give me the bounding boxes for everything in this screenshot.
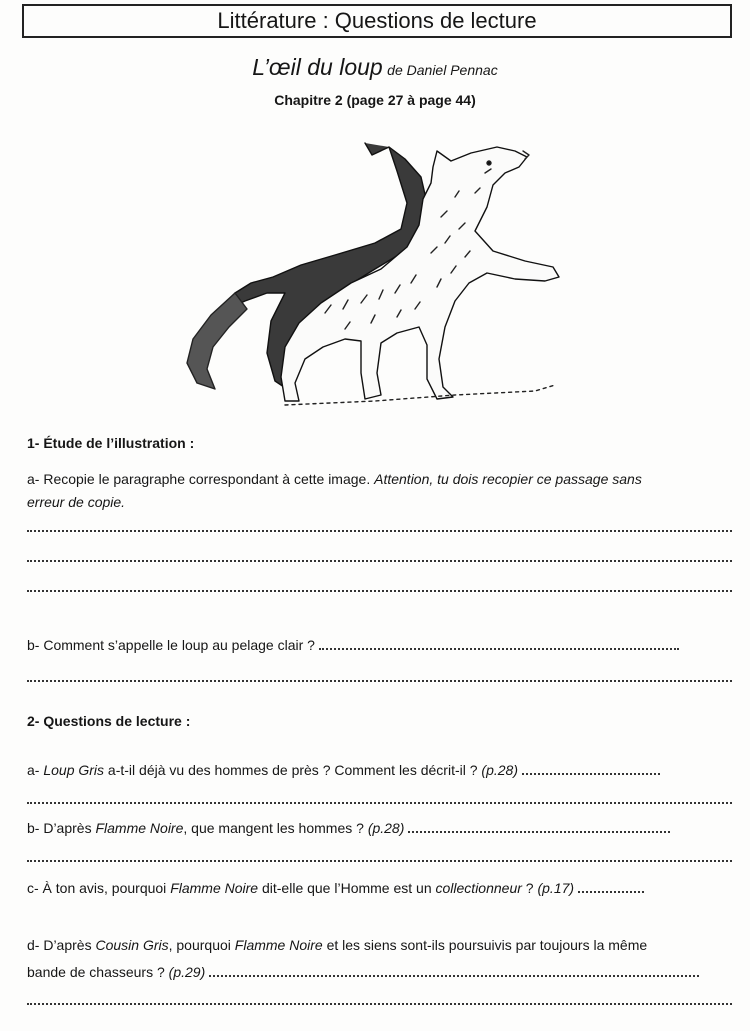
question-text: a-t-il déjà vu des hommes de près ? Comment les décrit-il ? bbox=[104, 762, 482, 778]
page-title: Littérature : Questions de lecture bbox=[217, 8, 537, 33]
page-reference: (p.28) bbox=[367, 820, 405, 836]
ground-line bbox=[285, 385, 555, 405]
character-name: Loup Gris bbox=[43, 762, 105, 778]
section2-question-d bbox=[27, 937, 647, 953]
question-text: et les siens sont-ils poursuivis par toujours la même bbox=[322, 937, 648, 953]
question-prefix: a- bbox=[27, 762, 44, 778]
character-name: Flamme Noire bbox=[234, 937, 323, 953]
page-reference: (p.28) bbox=[481, 762, 518, 778]
answer-line[interactable] bbox=[27, 860, 732, 862]
question-italic: Attention, tu dois recopier ce passage sans bbox=[374, 471, 642, 487]
section1-question-b bbox=[27, 637, 679, 653]
character-name: Flamme Noire bbox=[170, 880, 259, 896]
question-prefix: b- D’après bbox=[27, 820, 96, 836]
answer-line[interactable] bbox=[27, 530, 732, 532]
answer-line[interactable] bbox=[27, 680, 732, 682]
section2-question-c bbox=[27, 880, 644, 896]
section1-question-a bbox=[27, 471, 642, 487]
answer-line[interactable] bbox=[27, 802, 732, 804]
answer-line[interactable] bbox=[408, 831, 670, 833]
question-text: , pourquoi bbox=[168, 937, 235, 953]
question-prefix: c- À ton avis, pourquoi bbox=[27, 880, 171, 896]
section2-question-a bbox=[27, 762, 660, 778]
book-heading bbox=[0, 54, 750, 81]
page-reference: (p.17) bbox=[537, 880, 575, 896]
question-italic: erreur de copie. bbox=[27, 494, 126, 510]
answer-line[interactable] bbox=[27, 1003, 732, 1005]
answer-line[interactable] bbox=[27, 590, 732, 592]
question-prefix: d- D’après bbox=[27, 937, 96, 953]
question-text: , que mangent les hommes ? bbox=[183, 820, 368, 836]
character-name: Flamme Noire bbox=[95, 820, 184, 836]
section1-question-a-line2 bbox=[27, 494, 125, 510]
answer-line[interactable] bbox=[209, 975, 699, 977]
book-author: de Daniel Pennac bbox=[387, 62, 498, 78]
two-wolves-illustration bbox=[175, 133, 565, 418]
book-title: L’œil du loup bbox=[252, 54, 383, 80]
answer-line[interactable] bbox=[522, 773, 660, 775]
page-title-box bbox=[22, 4, 732, 38]
character-name: Cousin Gris bbox=[95, 937, 169, 953]
question-text: bande de chasseurs ? bbox=[27, 964, 169, 980]
chapter-heading: Chapitre 2 (page 27 à page 44) bbox=[274, 92, 476, 108]
page-reference: (p.29) bbox=[168, 964, 206, 980]
question-text: dit-elle que l’Homme est un bbox=[258, 880, 436, 896]
answer-line[interactable] bbox=[27, 560, 732, 562]
section2-question-b bbox=[27, 820, 670, 836]
dark-wolf-tail bbox=[187, 293, 247, 389]
question-text: ? bbox=[521, 880, 538, 896]
answer-line[interactable] bbox=[578, 891, 644, 893]
section2-heading: 2- Questions de lecture : bbox=[27, 713, 191, 729]
question-text: a- Recopie le paragraphe correspondant à cette image. bbox=[27, 471, 375, 487]
question-text: b- Comment s’appelle le loup au pelage clair ? bbox=[27, 637, 315, 653]
answer-line[interactable] bbox=[319, 648, 679, 650]
section2-question-d-line2 bbox=[27, 964, 699, 980]
section1-heading: 1- Étude de l’illustration : bbox=[27, 435, 195, 451]
question-keyword: collectionneur bbox=[435, 880, 522, 896]
